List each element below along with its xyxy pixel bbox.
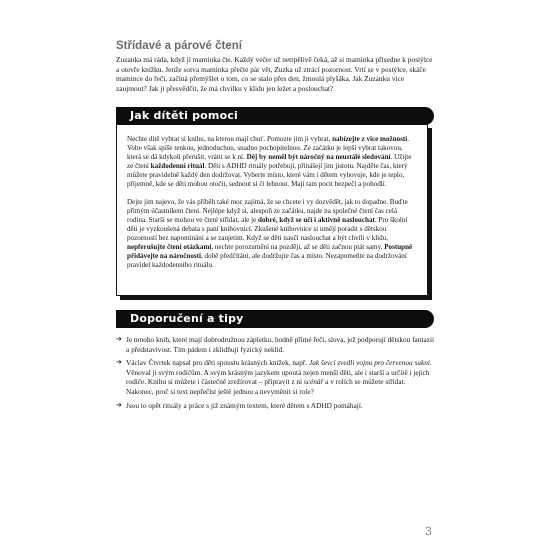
text-run: Je mnoho knih, které mají dobrodružnou zápletku, hodně přímé řeči, slova, jež podporují dětskou fantazii a představivost. Tím pádem i zklidňují fyzický neklid. (126, 335, 435, 354)
text-run: . Věnoval ji svým rodičům. A svým krásným jazykem upoutá nejen menší děti, ale i starší a určitě i jejich rodiče. Knihu si můžete i částečně zrežírovat – připravit z ní (126, 358, 432, 387)
page-number: 3 (425, 524, 432, 538)
bold-phrase: každodenní rituál (150, 162, 205, 171)
text-run: . Děti s ADHD rituály potřebují, přinášejí jim jistotu. Najděte čas, který můžete pravidelně každý den dodržovat. Vyberte místo, které vám i dětem vyhovuje, kde je teplo, příjemně, kde se děti mohou otočit, sednout si či lehnout. Mají tam pocit bezpečí a pohodlí. (127, 162, 408, 189)
arrow-right-icon: ➔ (116, 400, 122, 409)
italic-phrase: scénář (303, 377, 324, 387)
text-run: Nechte dítě vybrat si knihu, na kterou mají chuť. Pomozte jim ji vybrat, (127, 135, 333, 143)
section-title: Střídavé a párové čtení (116, 40, 242, 52)
text-run: a v rolích se můžete střídat. Nakonec, proč si text nepřečíst ještě jednou a nevyměnit si role? (126, 377, 406, 396)
tips-list (116, 335, 434, 414)
text-run: Václav Čtvrtek napsal pro děti spoustu krásných knížek, např. (126, 358, 309, 368)
tip-text (126, 401, 363, 410)
bold-phrase: Postupně přidávejte na náročnosti (127, 243, 413, 261)
text-run: , době předčítání, ale dodržujte čas a místo. Nezapomeňte na dodržování pravidel každodenního rituálu. (127, 252, 407, 270)
text-run: Dejte jim najevo, že vás příběh také moc zajímá, že se chcete i vy dozvědět, jak to dopadne. Buďte přímým účastníkem čtení. Nejlépe když si, alespoň ze začátku, najde na společné čtení čas celá rodina. Starší se mohou ve čtení střídat, ale je (127, 197, 408, 224)
help-paragraph-1 (127, 135, 417, 190)
help-box (116, 124, 428, 296)
tip-text (126, 358, 432, 396)
intro-paragraph (116, 55, 434, 93)
help-heading: Jak dítěti pomoci (124, 108, 244, 124)
tip-item (116, 358, 434, 396)
tip-text (126, 335, 434, 354)
bold-phrase: Děj by neměl být náročný na neustálé sledování (246, 153, 391, 162)
text-run: . Pro školní děti je vyzkoušená debata s paní knihovnicí. Zkušené knihovnice si umějí poradit s dětskou pozorností bez napomínání a se zaujetím. Když se děti naučí naslouchat a být chvíli v klidu, (127, 215, 408, 242)
tip-item (116, 401, 434, 411)
tips-heading: Doporučení a tipy (124, 311, 250, 327)
intro-text: Zuzanka má ráda, když jí maminka čte. Každý večer už netrpělivě čeká, až si maminka přisedne k postýlce a otevře knížku. Jenže sotva maminka přečte pár vět, Zuzka už ztrácí pozornost. Vrtí se v postýlce, skáče mamince do řeči, začíná přemýšlet o tom, co se stalo přes den, žmoulá plyšáka. Jak Zuzanku více zaujmout? Jak ji přesvědčit, že má chvilku v klidu jen ležet a poslouchat? (116, 55, 433, 93)
text-run: , nechte porozumění na později, až se děti začnou ptát samy. (211, 243, 385, 252)
bold-phrase: dobré, když se učí i aktivně naslouchat (258, 215, 375, 224)
help-heading-bar (116, 107, 434, 125)
bold-phrase: nabízejte z více možností (332, 135, 408, 143)
italic-phrase: Jak ševcí zvedli vojnu pro červenou sukni (308, 358, 430, 368)
text-run: . Užijte ze čtení (127, 153, 412, 171)
tip-item (116, 335, 434, 354)
bold-phrase: nepferušujte čtení otázkami (127, 243, 212, 252)
arrow-right-icon: ➔ (116, 335, 122, 343)
text-run: . Volte však spíše tenkou, jednoduchou, snadno pochopitelnou. Ze začátku je lepší vybrat takovou, která se dá kdykoli přerušit, vrátit se k ní. (127, 135, 410, 162)
text-run: Jsou to opět rituály a práce s již známým textem, které dětem s ADHD pomáhají. (126, 400, 363, 410)
help-paragraph-2 (127, 198, 417, 271)
tips-heading-bar (116, 310, 434, 328)
arrow-right-icon: ➔ (116, 358, 122, 367)
